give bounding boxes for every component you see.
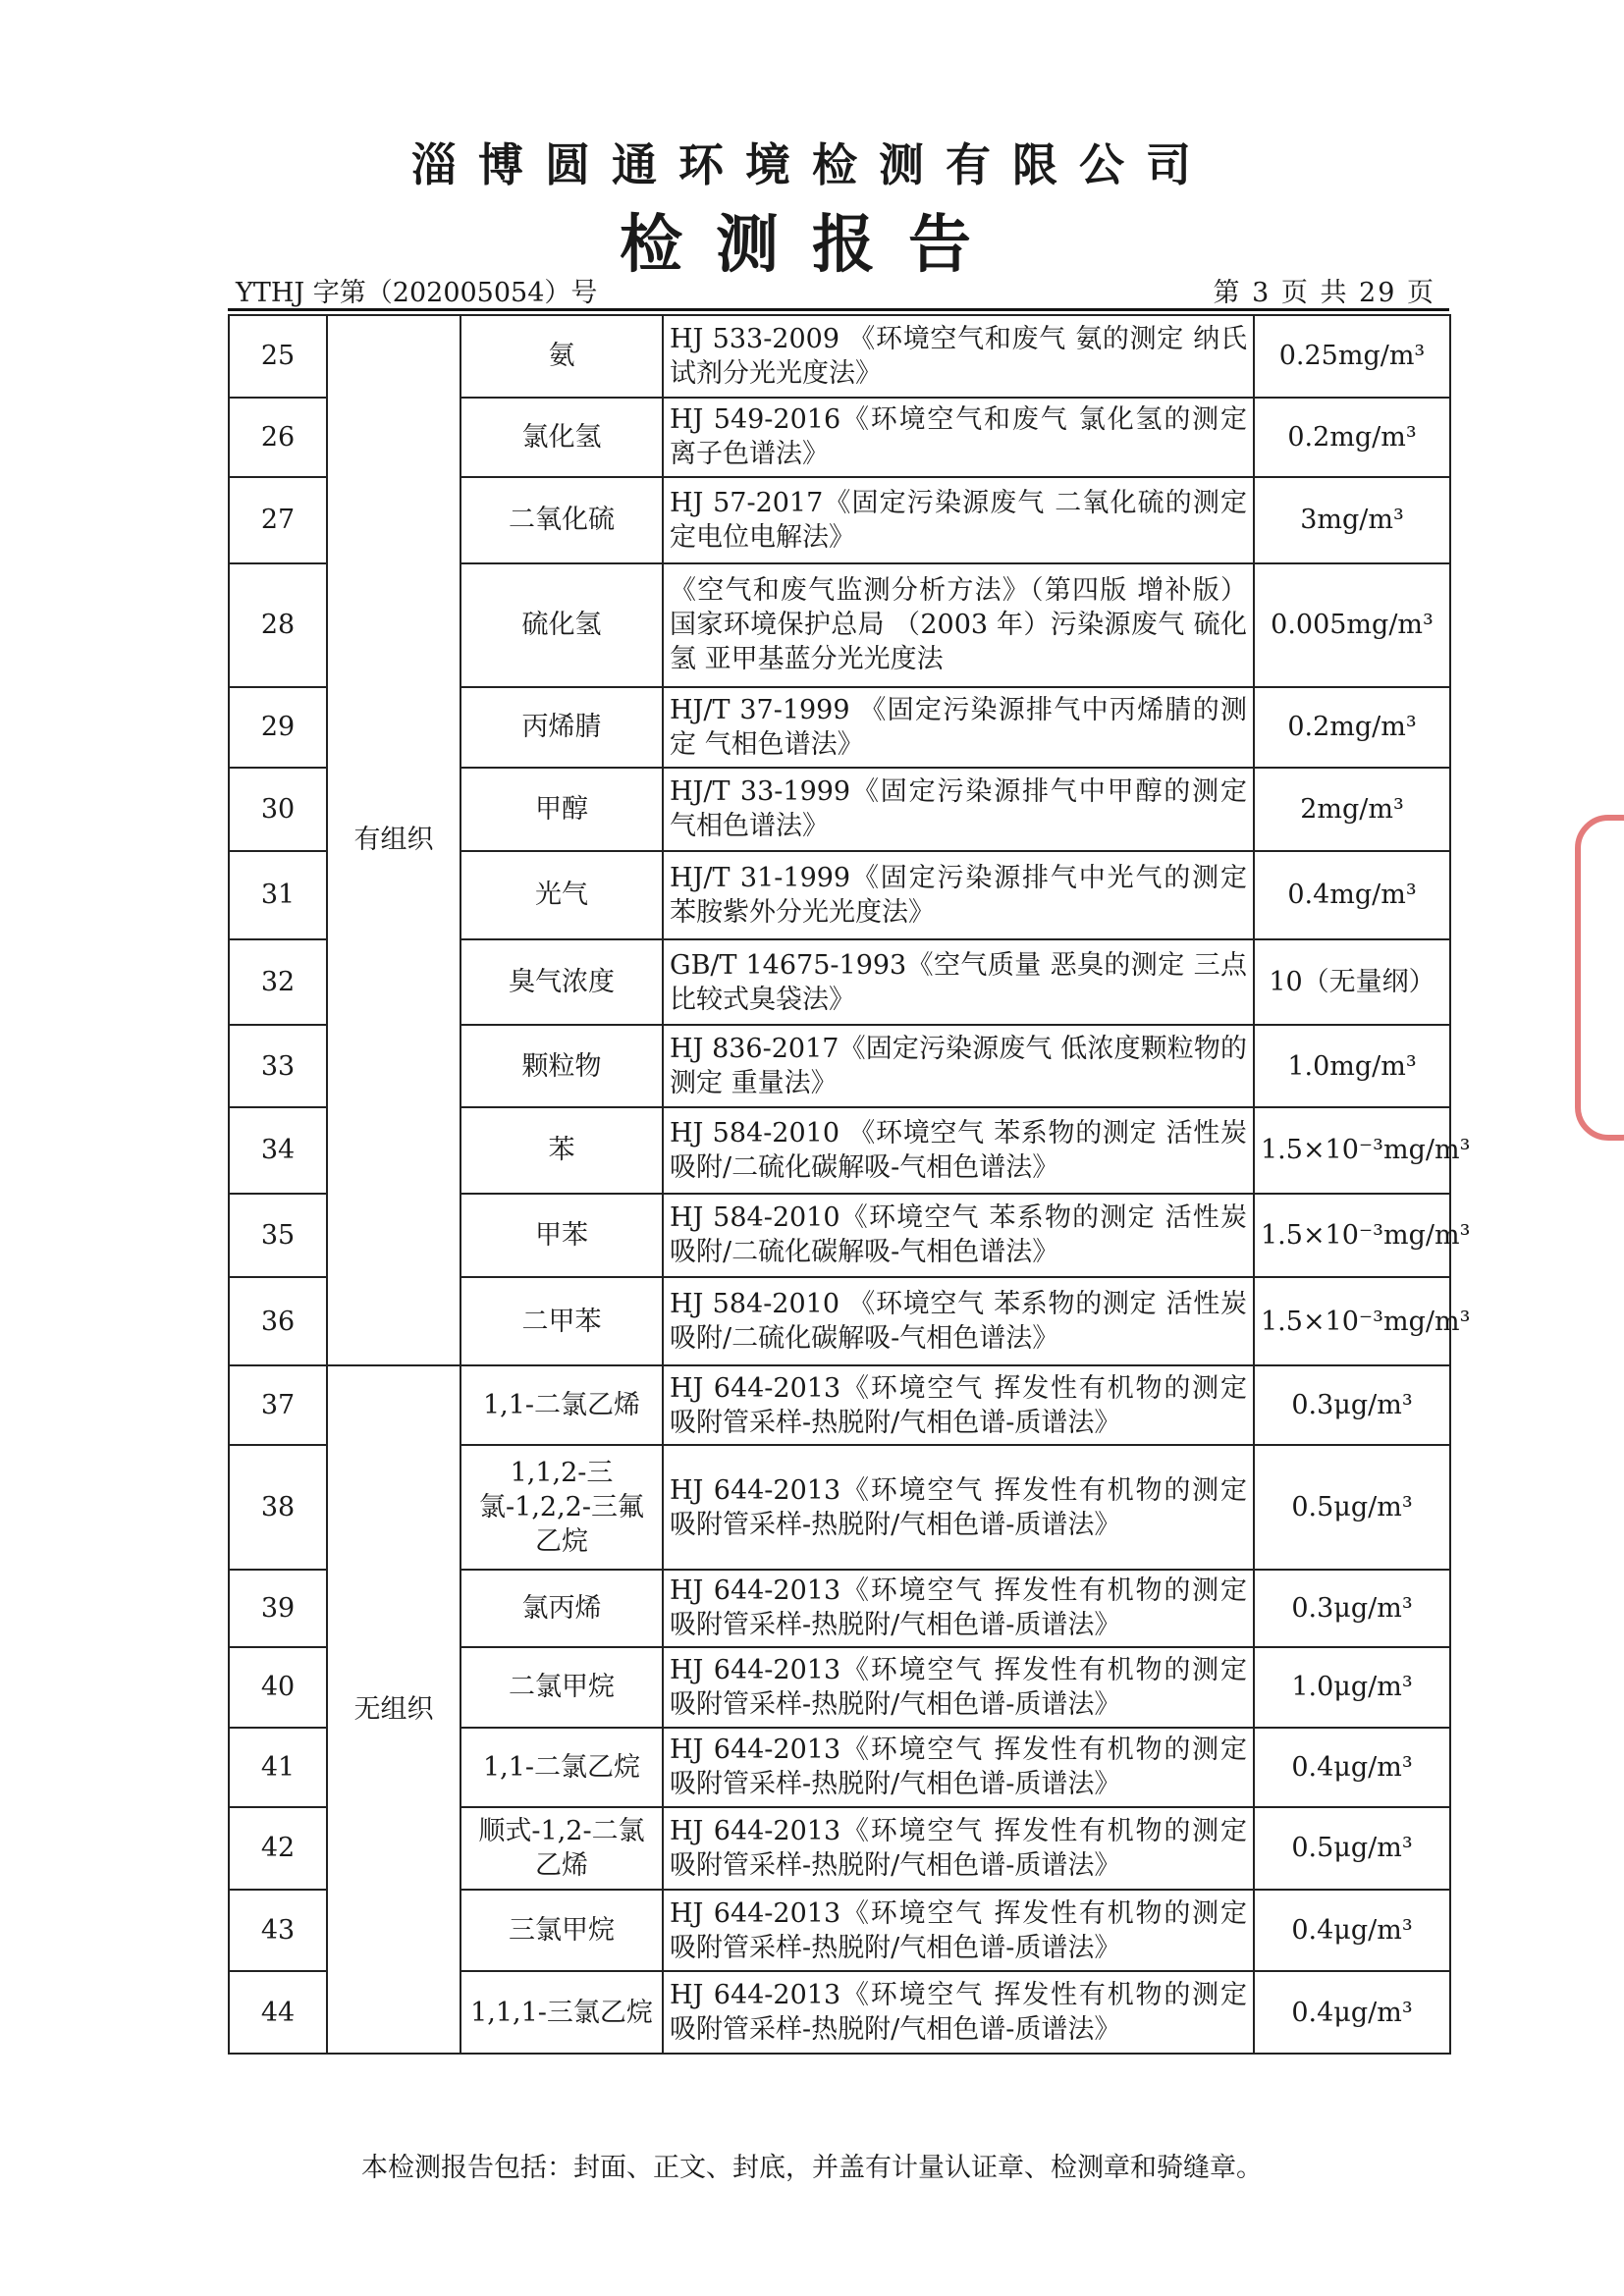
detection-limit: 0.005mg/m³ <box>1254 563 1450 687</box>
company-name: 淄博圆通环境检测有限公司 <box>411 138 1213 191</box>
test-method: HJ 644-2013《环境空气 挥发性有机物的测定 吸附管采样-热脱附/气相色谱-质谱法》 <box>663 1365 1254 1446</box>
test-item: 三氯甲烷 <box>460 1890 663 1972</box>
test-method: HJ 549-2016《环境空气和废气 氯化氢的测定 离子色谱法》 <box>663 398 1254 478</box>
test-item: 二氯甲烷 <box>460 1647 663 1728</box>
page-info: 第 3 页 共 29 页 <box>1213 278 1435 308</box>
row-number: 37 <box>229 1365 327 1446</box>
detection-limit: 10（无量纲） <box>1254 939 1450 1026</box>
detection-limit: 1.0mg/m³ <box>1254 1025 1450 1107</box>
test-method: HJ 584-2010 《环境空气 苯系物的测定 活性炭吸附/二硫化碳解吸-气相色谱法》 <box>663 1107 1254 1194</box>
test-method: GB/T 14675-1993《空气质量 恶臭的测定 三点比较式臭袋法》 <box>663 939 1254 1026</box>
detection-limit: 0.3μg/m³ <box>1254 1570 1450 1647</box>
table-row <box>229 1365 1450 1446</box>
row-number: 35 <box>229 1194 327 1278</box>
footer-note: 本检测报告包括：封面、正文、封底，并盖有计量认证章、检测章和骑缝章。 <box>361 2153 1263 2183</box>
row-number: 36 <box>229 1277 327 1365</box>
test-method: HJ 836-2017《固定污染源废气 低浓度颗粒物的测定 重量法》 <box>663 1025 1254 1107</box>
test-item: 氯丙烯 <box>460 1570 663 1647</box>
detection-limit: 1.5×10⁻³mg/m³ <box>1254 1277 1450 1365</box>
row-number: 39 <box>229 1570 327 1647</box>
test-item: 1,1,2-三氯-1,2,2-三氟乙烷 <box>460 1445 663 1569</box>
detection-limit: 0.3μg/m³ <box>1254 1365 1450 1446</box>
row-number: 33 <box>229 1025 327 1107</box>
test-item: 氨 <box>460 315 663 398</box>
test-item: 甲醇 <box>460 768 663 852</box>
test-item: 丙烯腈 <box>460 687 663 768</box>
test-item: 1,1-二氯乙烷 <box>460 1728 663 1808</box>
test-item: 二氧化硫 <box>460 477 663 563</box>
detection-limit: 0.4μg/m³ <box>1254 1728 1450 1808</box>
test-method: HJ 644-2013《环境空气 挥发性有机物的测定 吸附管采样-热脱附/气相色谱-质谱法》 <box>663 1807 1254 1890</box>
test-item: 二甲苯 <box>460 1277 663 1365</box>
category-cell: 有组织 <box>327 315 460 1365</box>
detection-limit: 0.4μg/m³ <box>1254 1971 1450 2054</box>
detection-limit: 1.0μg/m³ <box>1254 1647 1450 1728</box>
header-rule <box>228 308 1449 311</box>
test-method: HJ 584-2010《环境空气 苯系物的测定 活性炭吸附/二硫化碳解吸-气相色谱法》 <box>663 1194 1254 1278</box>
test-item: 臭气浓度 <box>460 939 663 1026</box>
test-method: HJ 533-2009 《环境空气和废气 氨的测定 纳氏试剂分光光度法》 <box>663 315 1254 398</box>
test-item: 甲苯 <box>460 1194 663 1278</box>
detection-limit: 2mg/m³ <box>1254 768 1450 852</box>
seam-stamp-icon <box>1575 815 1624 1141</box>
test-item: 顺式-1,2-二氯乙烯 <box>460 1807 663 1890</box>
test-method: HJ 644-2013《环境空气 挥发性有机物的测定 吸附管采样-热脱附/气相色谱-质谱法》 <box>663 1890 1254 1972</box>
detection-limit: 0.5μg/m³ <box>1254 1445 1450 1569</box>
test-method: HJ/T 33-1999《固定污染源排气中甲醇的测定 气相色谱法》 <box>663 768 1254 852</box>
row-number: 28 <box>229 563 327 687</box>
row-number: 25 <box>229 315 327 398</box>
detection-limit: 3mg/m³ <box>1254 477 1450 563</box>
test-item: 1,1,1-三氯乙烷 <box>460 1971 663 2054</box>
row-number: 26 <box>229 398 327 478</box>
row-number: 32 <box>229 939 327 1026</box>
test-item: 1,1-二氯乙烯 <box>460 1365 663 1446</box>
test-method: HJ 57-2017《固定污染源废气 二氧化硫的测定 定电位电解法》 <box>663 477 1254 563</box>
test-method: HJ/T 37-1999 《固定污染源排气中丙烯腈的测定 气相色谱法》 <box>663 687 1254 768</box>
test-method: HJ/T 31-1999《固定污染源排气中光气的测定 苯胺紫外分光光度法》 <box>663 851 1254 939</box>
row-number: 42 <box>229 1807 327 1890</box>
row-number: 41 <box>229 1728 327 1808</box>
test-method: HJ 644-2013《环境空气 挥发性有机物的测定 吸附管采样-热脱附/气相色谱-质谱法》 <box>663 1570 1254 1647</box>
category-cell: 无组织 <box>327 1365 460 2054</box>
report-number: YTHJ 字第（202005054）号 <box>236 278 598 308</box>
test-item: 苯 <box>460 1107 663 1194</box>
detection-limit: 0.2mg/m³ <box>1254 687 1450 768</box>
table-row <box>229 315 1450 398</box>
test-method: 《空气和废气监测分析方法》（第四版 增补版）国家环境保护总局 （2003 年）污染源废气 硫化氢 亚甲基蓝分光光度法 <box>663 563 1254 687</box>
row-number: 40 <box>229 1647 327 1728</box>
detection-limit: 0.25mg/m³ <box>1254 315 1450 398</box>
detection-limit: 0.4mg/m³ <box>1254 851 1450 939</box>
test-items-table <box>228 314 1471 2055</box>
test-item: 硫化氢 <box>460 563 663 687</box>
detection-limit: 1.5×10⁻³mg/m³ <box>1254 1194 1450 1278</box>
row-number: 29 <box>229 687 327 768</box>
detection-limit: 1.5×10⁻³mg/m³ <box>1254 1107 1450 1194</box>
row-number: 34 <box>229 1107 327 1194</box>
test-item: 颗粒物 <box>460 1025 663 1107</box>
report-title: 检测报告 <box>620 208 1004 282</box>
row-number: 38 <box>229 1445 327 1569</box>
detection-limit: 0.5μg/m³ <box>1254 1807 1450 1890</box>
detection-limit: 0.4μg/m³ <box>1254 1890 1450 1972</box>
test-item: 光气 <box>460 851 663 939</box>
row-number: 31 <box>229 851 327 939</box>
test-method: HJ 644-2013《环境空气 挥发性有机物的测定 吸附管采样-热脱附/气相色谱-质谱法》 <box>663 1971 1254 2054</box>
row-number: 30 <box>229 768 327 852</box>
test-method: HJ 644-2013《环境空气 挥发性有机物的测定 吸附管采样-热脱附/气相色谱-质谱法》 <box>663 1647 1254 1728</box>
test-method: HJ 644-2013《环境空气 挥发性有机物的测定 吸附管采样-热脱附/气相色谱-质谱法》 <box>663 1445 1254 1569</box>
test-method: HJ 644-2013《环境空气 挥发性有机物的测定 吸附管采样-热脱附/气相色谱-质谱法》 <box>663 1728 1254 1808</box>
test-method: HJ 584-2010 《环境空气 苯系物的测定 活性炭吸附/二硫化碳解吸-气相色谱法》 <box>663 1277 1254 1365</box>
test-item: 氯化氢 <box>460 398 663 478</box>
row-number: 27 <box>229 477 327 563</box>
row-number: 44 <box>229 1971 327 2054</box>
row-number: 43 <box>229 1890 327 1972</box>
detection-limit: 0.2mg/m³ <box>1254 398 1450 478</box>
